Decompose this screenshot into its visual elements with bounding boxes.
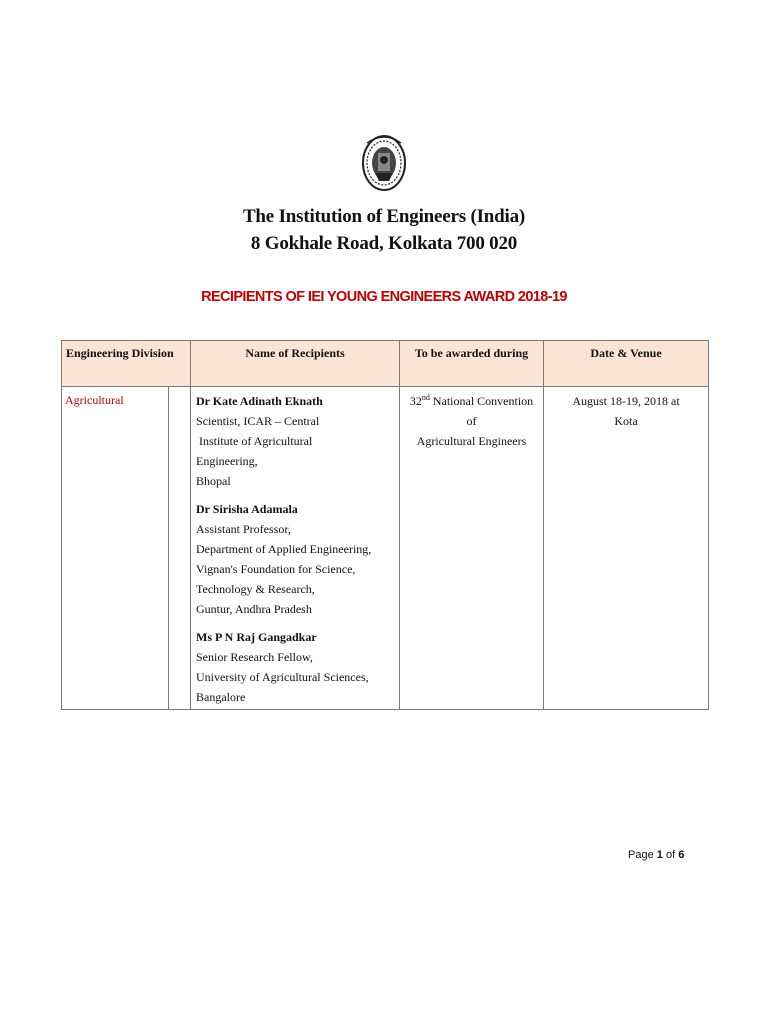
- recipient-name: Ms P N Raj Gangadkar: [196, 630, 317, 644]
- page-of: of: [665, 849, 676, 861]
- recipient-name: Dr Sirisha Adamala: [196, 502, 298, 516]
- recipient-entry: [196, 391, 395, 491]
- date-line-2: Kota: [614, 414, 638, 428]
- recipient-detail: Bangalore: [196, 690, 246, 704]
- event-number: 32: [409, 394, 422, 408]
- page-number: [628, 849, 684, 861]
- event-suffix: nd: [421, 393, 430, 402]
- page-current: 1: [656, 849, 663, 861]
- award-title: RECIPIENTS OF IEI YOUNG ENGINEERS AWARD 2018-19: [201, 289, 567, 305]
- recipient-detail: University of Agricultural Sciences,: [196, 670, 369, 684]
- date-venue-cell: [544, 387, 709, 710]
- awarded-during-cell: [400, 387, 544, 710]
- column-header-recipients: Name of Recipients: [191, 341, 400, 387]
- event-rest: National Convention of: [429, 394, 534, 428]
- spacer-cell: [169, 387, 191, 710]
- recipient-name: Dr Kate Adinath Eknath: [196, 394, 323, 408]
- division-cell: Agricultural: [62, 387, 169, 710]
- recipient-detail: Department of Applied Engineering,: [196, 542, 372, 556]
- iei-emblem-logo: [361, 133, 407, 195]
- recipient-entry: [196, 627, 395, 707]
- table-header-row: [62, 341, 709, 387]
- recipient-detail: Scientist, ICAR – Central: [196, 414, 320, 428]
- recipient-detail: Technology & Research,: [196, 582, 315, 596]
- column-header-date-venue: Date & Venue: [544, 341, 709, 387]
- date-line-1: August 18-19, 2018 at: [572, 394, 680, 408]
- event-line-2: Agricultural Engineers: [416, 434, 527, 448]
- table-row: [62, 387, 709, 710]
- page-total: 6: [678, 849, 685, 861]
- recipient-detail: Senior Research Fellow,: [196, 650, 313, 664]
- recipient-detail: Bhopal: [196, 474, 231, 488]
- org-address: 8 Gokhale Road, Kolkata 700 020: [250, 233, 518, 254]
- page-label: Page: [628, 849, 654, 861]
- event-line-1: [404, 391, 539, 431]
- recipients-cell: [191, 387, 400, 710]
- column-header-awarded-during: To be awarded during: [400, 341, 544, 387]
- recipient-detail: Engineering,: [196, 454, 258, 468]
- recipient-detail: Vignan's Foundation for Science,: [196, 562, 356, 576]
- recipient-detail: Guntur, Andhra Pradesh: [196, 602, 312, 616]
- org-name: The Institution of Engineers (India): [242, 206, 526, 227]
- recipient-detail: Institute of Agricultural: [199, 434, 313, 448]
- column-header-division: Engineering Division: [62, 341, 191, 387]
- awards-table: [61, 340, 709, 710]
- recipient-detail: Assistant Professor,: [196, 522, 291, 536]
- recipient-entry: [196, 499, 395, 619]
